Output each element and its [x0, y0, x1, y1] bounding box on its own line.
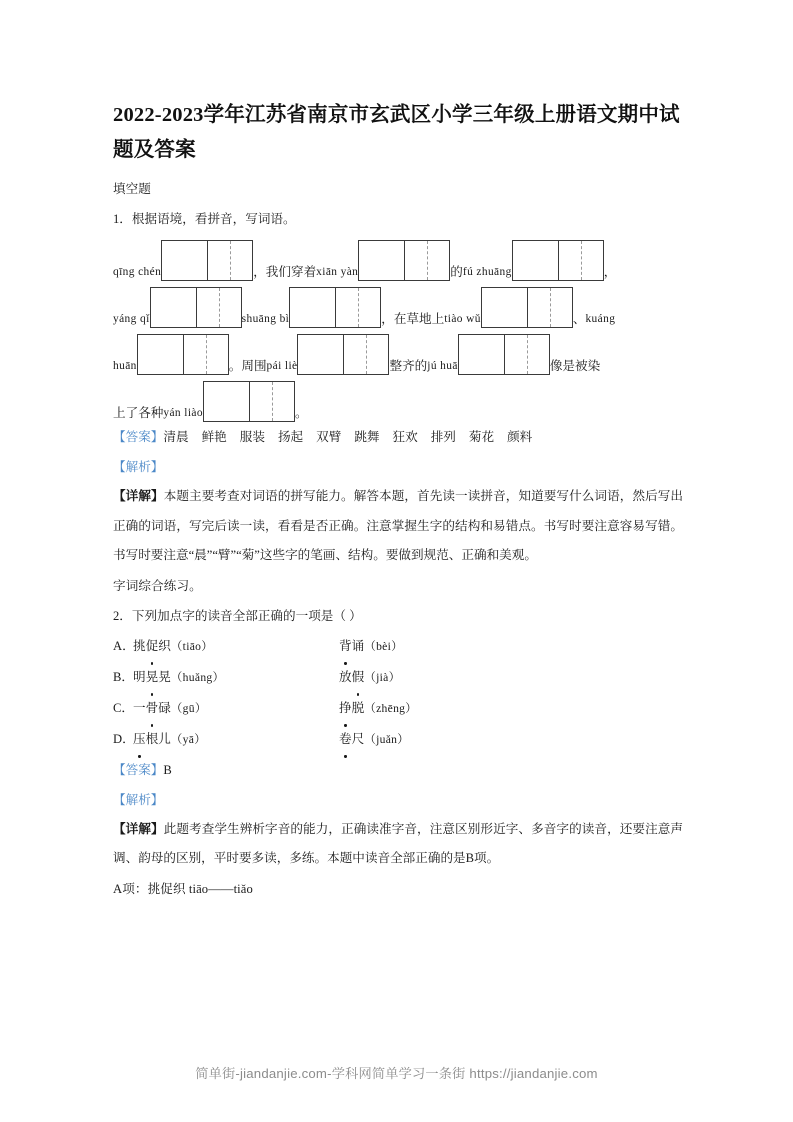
question-2-note-a: A项：挑促织 tiāo——tiǎo — [113, 881, 253, 896]
option-char: 一 — [133, 700, 146, 715]
writing-grid-box[interactable] — [289, 287, 381, 328]
explanation-tag: 【详解】 — [113, 821, 164, 836]
choice-option[interactable] — [113, 662, 683, 693]
answer-word: 排列 — [430, 430, 456, 444]
answer-words — [163, 430, 545, 444]
answer-word: 菊花 — [468, 430, 495, 444]
choice-option[interactable] — [113, 631, 683, 662]
writing-grid-box[interactable] — [512, 240, 604, 281]
option-left-word — [133, 693, 339, 724]
answer-word: 双臂 — [316, 430, 342, 444]
option-char: 挑 — [133, 638, 146, 653]
answer-tag: 【答案】 — [113, 430, 164, 444]
question-2-options — [113, 631, 683, 755]
option-left-word — [133, 631, 339, 662]
analysis-tag: 【解析】 — [113, 460, 164, 474]
pinyin-answer-row — [113, 234, 683, 281]
option-char: 放 — [339, 669, 352, 684]
answer-value: B — [163, 762, 172, 777]
answer-word: 清晨 — [163, 430, 189, 444]
pinyin-label: kuáng — [585, 313, 616, 325]
option-pinyin: （gū） — [170, 701, 207, 715]
pinyin-label: huān — [113, 360, 137, 372]
question-2-answer — [113, 755, 683, 785]
question-1-stem: 1．根据语境，看拼音，写词语。 — [113, 212, 296, 226]
page-title: 2022-2023学年江苏省南京市玄武区小学三年级上册语文期中试题及答案 — [113, 104, 680, 161]
grid-cell[interactable] — [459, 335, 504, 374]
grid-cell[interactable] — [335, 288, 380, 327]
sentence-text: 、 — [572, 312, 586, 326]
option-pinyin: （yā） — [170, 732, 207, 746]
sentence-text: ，我们穿着 — [253, 265, 317, 279]
grid-cell[interactable] — [527, 288, 572, 327]
emphasis-dot-char: 假 — [352, 662, 365, 692]
answer-word: 服装 — [239, 430, 265, 444]
pinyin-label: qīng chén — [113, 266, 162, 278]
writing-grid-box[interactable] — [203, 381, 295, 422]
writing-grid-box[interactable] — [481, 287, 573, 328]
answer-word: 鲜艳 — [201, 430, 227, 444]
emphasis-dot-char: 晃 — [146, 662, 159, 692]
option-letter: D． — [113, 731, 135, 746]
option-right-word — [339, 662, 400, 693]
grid-cell[interactable] — [151, 288, 196, 327]
option-char: 明 — [133, 669, 146, 684]
pinyin-answer-row — [113, 375, 683, 422]
pinyin-label: pái liè — [266, 360, 298, 372]
explanation-tag: 【详解】 — [113, 489, 164, 503]
option-pinyin: （zhēng） — [364, 701, 418, 715]
grid-cell[interactable] — [513, 241, 558, 280]
question-1-pinyin-rows — [113, 234, 683, 422]
writing-grid-box[interactable] — [137, 334, 229, 375]
pinyin-label: xiān yàn — [316, 266, 359, 278]
sentence-text: 像是被染 — [549, 359, 601, 373]
sentence-text: ，在草地上 — [381, 312, 445, 326]
explanation-text: 本题主要考查对词语的拼写能力。解答本题，首先读一读拼音，知道要写什么词语，然后写出正确的词语，写完后读一读，看看是否正确。注意掌握生字的结构和易错点。书写时要注意容易写错。书写时要注意“晨”“臂”“菊”这些字的笔画、结构。要做到规范、正确和美观。 — [113, 489, 684, 562]
writing-grid-box[interactable] — [358, 240, 450, 281]
grid-cell[interactable] — [196, 288, 241, 327]
answer-word: 颜料 — [507, 430, 533, 444]
option-left-word — [133, 662, 339, 693]
pinyin-label: fú zhuāng — [462, 266, 512, 278]
writing-grid-box[interactable] — [161, 240, 253, 281]
option-pinyin: （huǎng） — [170, 670, 225, 684]
grid-cell[interactable] — [359, 241, 404, 280]
question-1-answer — [113, 422, 683, 452]
answer-word: 跳舞 — [354, 430, 380, 444]
emphasis-dot-char: 背 — [339, 631, 352, 661]
analysis-tag: 【解析】 — [113, 792, 164, 807]
answer-tag: 【答案】 — [113, 762, 164, 777]
choice-option[interactable] — [113, 693, 683, 724]
answer-word: 狂欢 — [392, 430, 418, 444]
question-2-stem: 2．下列加点字的读音全部正确的一项是（ ） — [113, 608, 362, 623]
option-pinyin: （juǎn） — [364, 732, 410, 746]
option-letter: A． — [113, 638, 135, 653]
writing-grid-box[interactable] — [297, 334, 389, 375]
sentence-text: 整齐的 — [389, 359, 428, 373]
sentence-text: ， — [603, 265, 617, 279]
option-left-word — [133, 724, 339, 755]
emphasis-dot-char: 卷 — [339, 724, 352, 754]
option-char: 织 — [158, 638, 171, 653]
grid-cell[interactable] — [207, 241, 252, 280]
explanation-text: 此题考查学生辨析字音的能力，正确读准字音，注意区别形近字、多音字的读音，还要注意声调、韵母的区别，平时要多读，多练。本题中读音全部正确的是B项。 — [113, 821, 684, 865]
option-pinyin: （jià） — [364, 670, 401, 684]
grid-cell[interactable] — [298, 335, 343, 374]
pinyin-label: yán liào — [163, 407, 203, 419]
option-char: 晃 — [158, 669, 171, 684]
grid-cell[interactable] — [162, 241, 207, 280]
question-1-trailing-note: 字词综合练习。 — [113, 578, 202, 593]
grid-cell[interactable] — [290, 288, 335, 327]
option-char: 脱 — [351, 700, 365, 715]
option-right-word — [339, 724, 409, 755]
emphasis-dot-char: 挣 — [339, 693, 352, 723]
option-pinyin: （bèi） — [364, 639, 404, 653]
grid-cell[interactable] — [558, 241, 603, 280]
option-right-word — [339, 693, 417, 724]
answer-word: 扬起 — [277, 430, 304, 444]
pinyin-answer-row — [113, 328, 683, 375]
grid-cell[interactable] — [343, 335, 388, 374]
section-label: 填空题 — [113, 182, 151, 196]
sentence-text: 。周围 — [228, 359, 267, 373]
emphasis-dot-char: 骨 — [146, 693, 159, 723]
grid-cell[interactable] — [249, 382, 294, 421]
sentence-text: 。 — [294, 406, 308, 420]
writing-grid-box[interactable] — [458, 334, 550, 375]
grid-cell[interactable] — [404, 241, 449, 280]
pinyin-answer-row — [113, 281, 683, 328]
grid-cell[interactable] — [482, 288, 527, 327]
emphasis-dot-char: 促 — [146, 631, 159, 661]
option-letter: B． — [113, 669, 134, 684]
question-1-explanation — [113, 482, 683, 571]
option-char: 根儿 — [145, 731, 171, 746]
question-2-analysis-tag — [113, 785, 683, 815]
grid-cell[interactable] — [138, 335, 183, 374]
option-right-word — [339, 631, 403, 662]
grid-cell[interactable] — [504, 335, 549, 374]
pinyin-label: shuāng bì — [241, 313, 290, 325]
pinyin-label: jú huā — [427, 360, 458, 372]
sentence-text: 上了各种 — [113, 406, 164, 420]
pinyin-label: tiào wǔ — [444, 313, 481, 325]
grid-cell[interactable] — [183, 335, 228, 374]
footer-watermark: 简单街-jiandanjie.com-学科网简单学习一条街 https://jiandanjie.com — [195, 1066, 598, 1081]
choice-option[interactable] — [113, 724, 683, 755]
question-1-analysis-tag — [113, 452, 683, 482]
writing-grid-box[interactable] — [150, 287, 242, 328]
question-2-explanation — [113, 815, 683, 874]
option-char: 诵 — [351, 638, 365, 653]
pinyin-label: yáng qǐ — [113, 313, 150, 325]
option-letter: C． — [113, 700, 134, 715]
emphasis-dot-char: 压 — [133, 724, 146, 754]
grid-cell[interactable] — [204, 382, 249, 421]
option-pinyin: （tiāo） — [170, 639, 214, 653]
option-char: 碌 — [158, 700, 171, 715]
sentence-text: 的 — [450, 265, 463, 279]
option-char: 尺 — [351, 731, 365, 746]
